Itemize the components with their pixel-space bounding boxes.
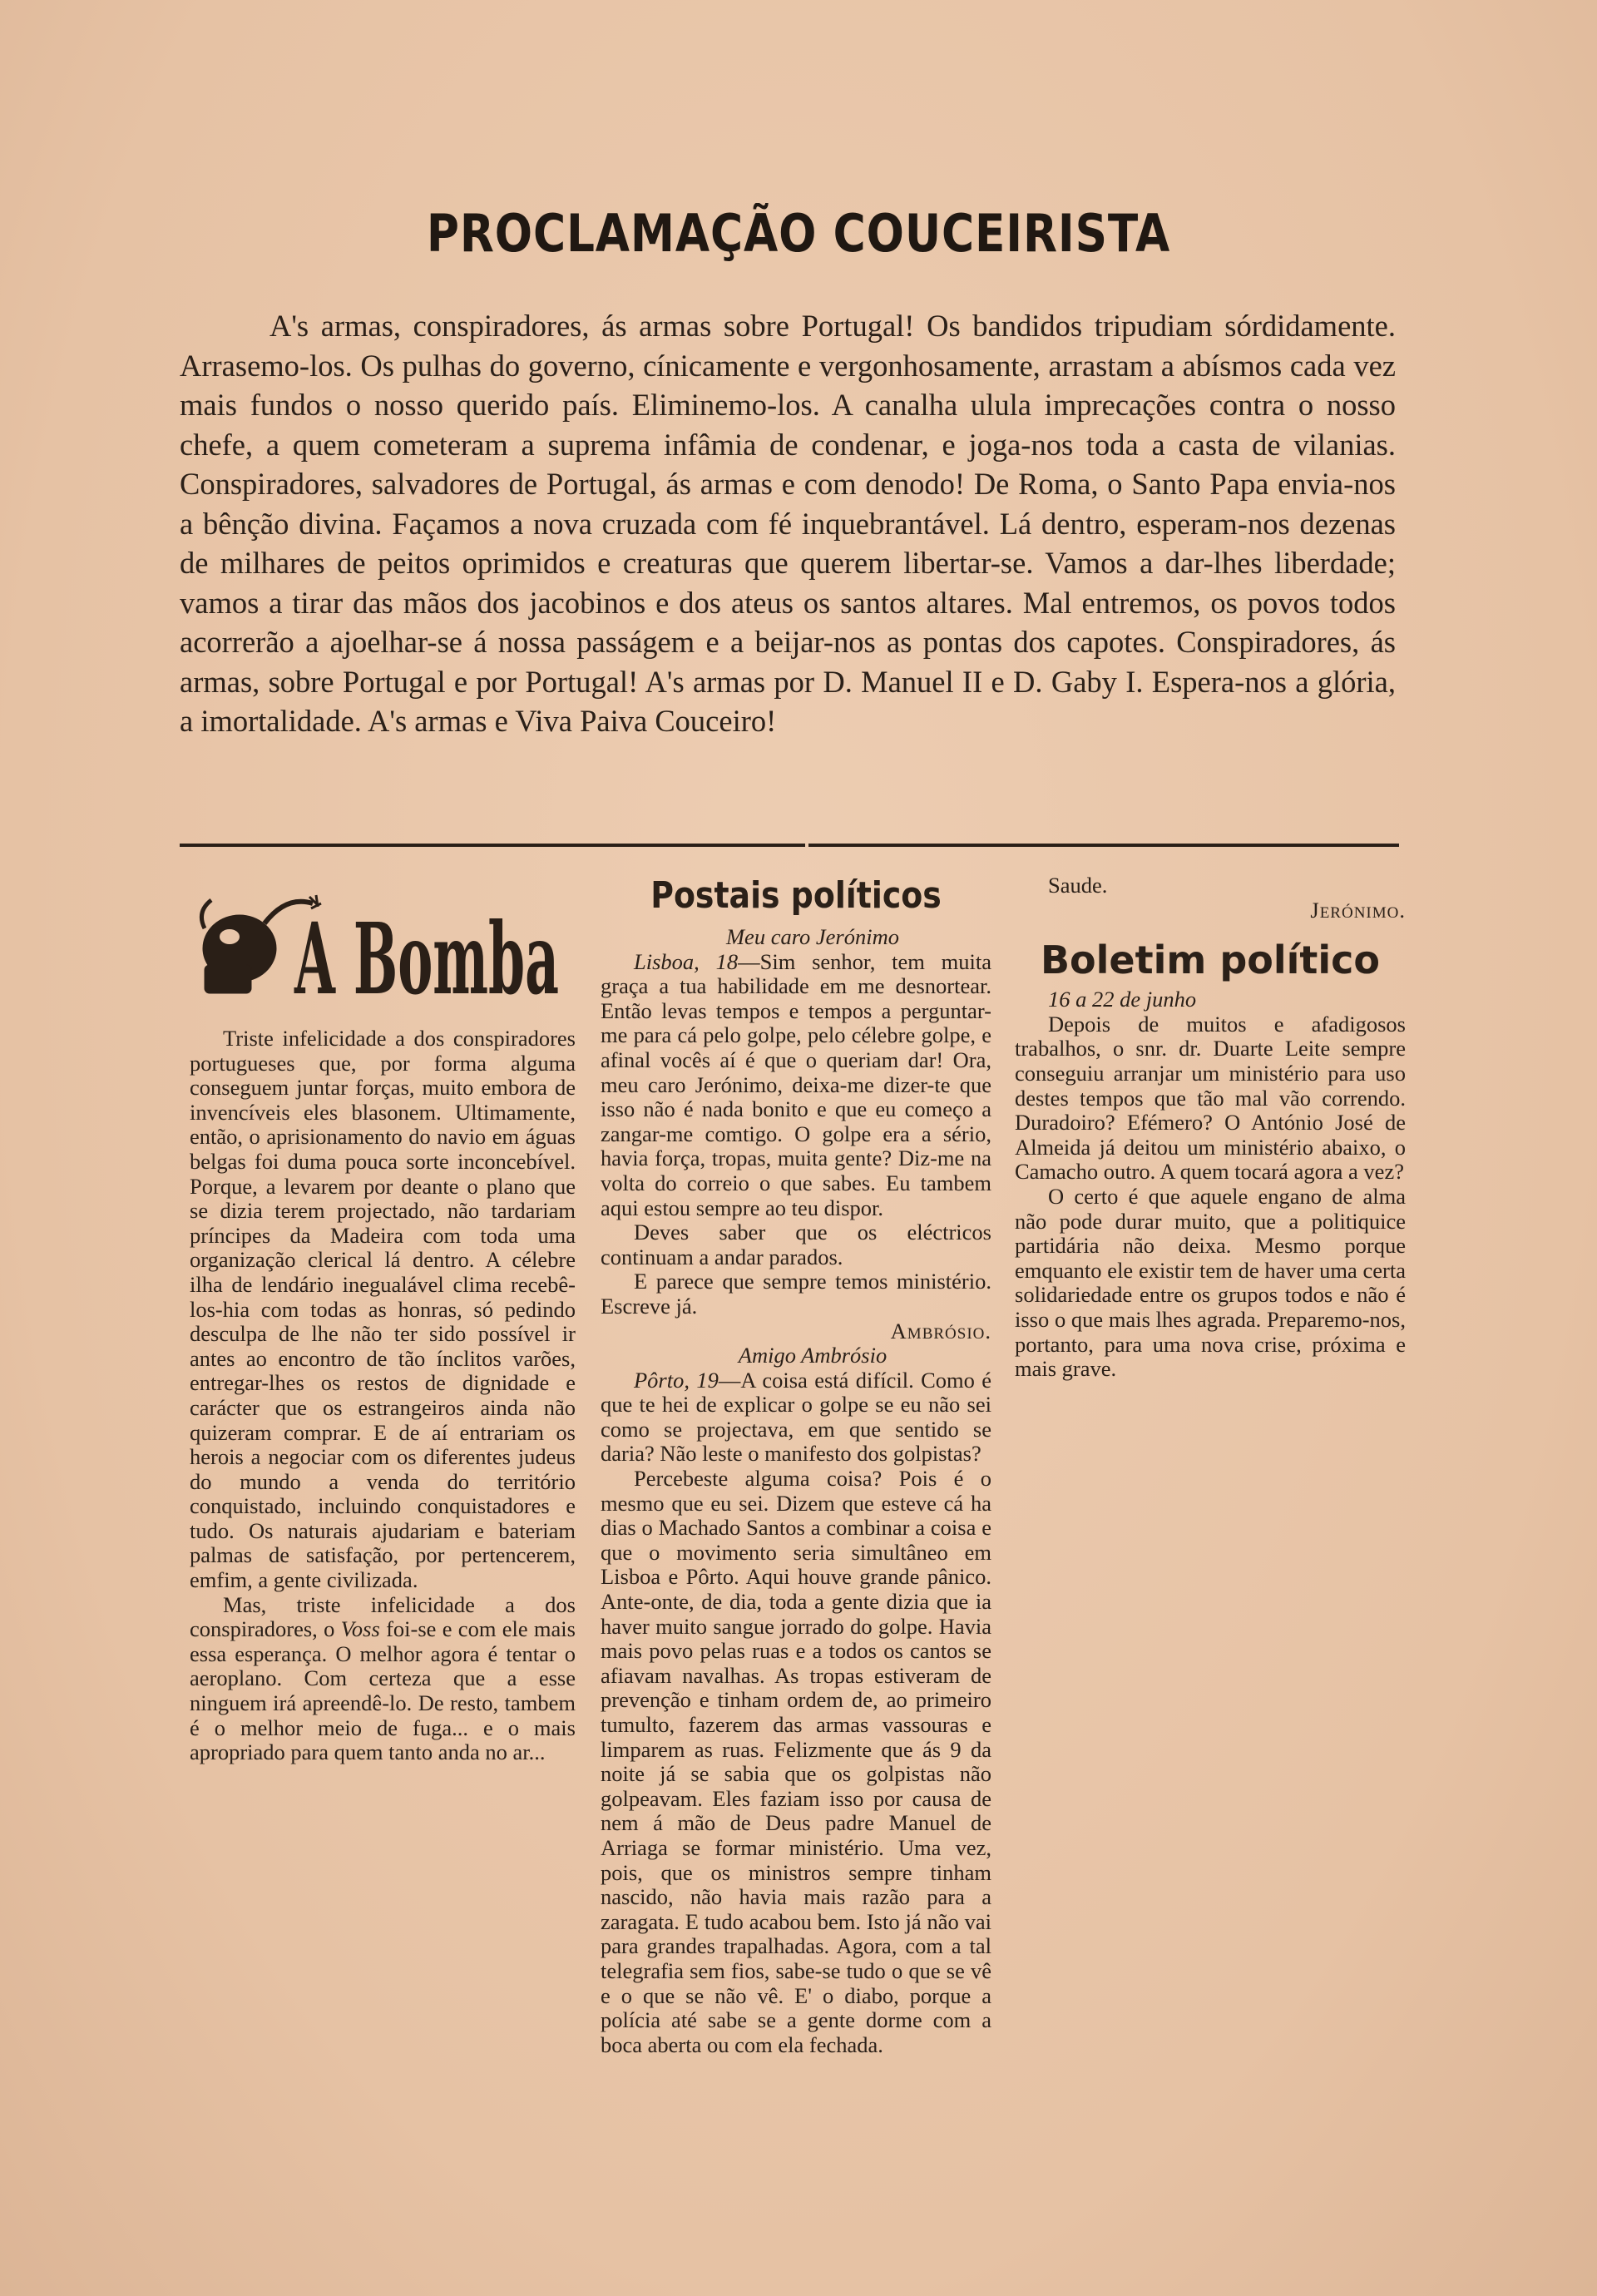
a-bomba-logo-text: A Bomba — [294, 901, 559, 1012]
letter1-body: —Sim senhor, tem muita graça a tua habilidade em me desnortear. Então levas tempos e tempos a perguntar-me para cá pelo golpe, pelo célebre golpe, e afinal vocês aí é que o queriam dar! Ora, meu caro Jerónimo, deixa-me dizer-te que isso não é nada bonito e que eu começo a zangar-me comtigo. O golpe era a sério, havia força, tropas, muita gente? Diz-me na volta do correio o que sabes. Eu tambem aqui estou sempre ao teu dispor. — [601, 948, 991, 1220]
boletim-column — [1015, 873, 1406, 1382]
postais-title: Postais políticos — [650, 874, 942, 917]
letter1-place: Lisboa, 18 — [634, 948, 739, 974]
boletim-title: Boletim político — [1040, 938, 1381, 983]
section-divider-right — [808, 844, 1399, 847]
bomba-paragraph-1: Triste infelicidade a dos conspiradores portugueses que, por forma alguma conseguem juntar forças, muito embora de invencíveis eles blasonem. Ultimamente, então, o aprisionamento do navio em águas belgas foi duma pouca sorte inconcebível. Porque, a levarem por deante o plano que se dizia terem projectado, não tardariam príncipes da Madeira com toda uma organização clerical lá dentro. A célebre ilha de lendário inegualável clima recebê-los-hia com todas as honras, só pedindo desculpa de lhe não ter sido possível ir antes ao encontro de tão ínclitos varões, entregar-lhes os restos de dignidade e carácter que os estrangeiros ainda não quizeram comprar. E de aí entrariam os herois a negociar com os diferentes judeus do mundo a venda do território conquistado, incluindo conquistadores e tudo. Os naturais ajudariam e bateriam palmas de satisfação, por pertencerem, emfim, a gente civilizada. — [190, 1026, 576, 1593]
letter1-paragraph-1 — [601, 950, 991, 1221]
letter2-saude: Saude. — [1048, 873, 1108, 898]
letter2-greeting: Amigo Ambrósio — [738, 1343, 887, 1368]
boletim-dateline: 16 a 22 de junho — [1048, 987, 1197, 1012]
bomba-paragraph-2: Mas, triste infelicidade a dos conspiradores, o Voss foi-se e com ele mais essa esperança. O melhor agora é tentar o aeroplano. Com certeza que a esse ninguem irá apreendê-lo. De resto, tambem é o melhor meio de fuga... e o mais apropriado para quem tanto anda no ar... — [190, 1591, 576, 1765]
letter1-signature: Ambrósio. — [890, 1318, 991, 1343]
page-title: PROCLAMAÇÃO COUCEIRISTA — [426, 203, 1171, 264]
letter1-greeting: Meu caro Jerónimo — [725, 924, 899, 949]
boletim-paragraph-2: O certo é que aquele engano de alma não pode durar muito, que a politiquice partidária não deixa. Mesmo porque emquanto ele existir tem de haver uma certa solidariedade entre os grupos todos e não é isso o que mais lhes agrada. Preparemo-nos, portanto, para uma nova crise, próxima e mais grave. — [1015, 1183, 1406, 1382]
section-divider-left — [180, 844, 805, 847]
letter2-paragraph-2: Percebeste alguma coisa? Pois é o mesmo que eu sei. Dizem que esteve cá ha dias o Machado Santos a combinar a coisa e que o movimento seria simultâneo em Lisboa e Pôrto. Aqui houve grande pânico. Ante-onte, de dia, toda a gente dizia que ia haver muito sangue jorrado do golpe. Havia mais povo pelas ruas e a todos os cantos se afiavam navalhas. As tropas estiveram de prevenção e tinham ordem de, ao primeiro tumulto, fazerem das armas vassouras e limparem as ruas. Felizmente que ás 9 da noite já se sabia que os golpistas não golpeavam. Eles faziam isso por causa de nem á mão de Deus padre Manuel de Arriaga se formar ministério. Uma vez, pois, que os ministros sempre tinham nascido, não havia mais razão para a zaragata. E tudo acabou bem. Isto já não vai para grandes trapalhadas. Agora, com a tal telegrafia sem fios, sabe-se tudo o que se vê e o que se não vê. E' o diabo, porque a polícia até sabe se a gente dorme com a boca aberta ou com ela fechada. — [601, 1466, 991, 2057]
letter2-place: Pôrto, 19 — [634, 1367, 719, 1393]
letter2-signature: Jerónimo. — [1310, 897, 1406, 923]
postais-column — [601, 867, 991, 2057]
a-bomba-logo — [188, 878, 571, 1012]
boletim-paragraph-1: Depois de muitos e afadigosos trabalhos, o snr. dr. Duarte Leite sempre conseguiu arranjar um ministério para uso destes tempos que tão mal vão correndo. Duradoiro? Efémero? O António José de Almeida já deitou um ministério abaixo, o Camacho outro. A quem tocará agora a vez? — [1015, 1011, 1406, 1185]
letter1-paragraph-2: Deves saber que os eléctricos continuam a andar parados. — [601, 1220, 991, 1269]
proclamation-text: A's armas, conspiradores, ás armas sobre Portugal! Os bandidos tripudiam sórdidamente. Arrasemo-los. Os pulhas do governo, cínicamente e vergonhosamente, arrastam a abísmos cada vez mais fundos o nosso querido país. Eliminemo-los. A canalha ulula imprecações contra o nosso chefe, a quem cometeram a suprema infâmia de condenar, e joga-nos toda a casta de vilanias. Conspiradores, salvadores de Portugal, ás armas e com denodo! De Roma, o Santo Papa envia-nos a bênção divina. Façamos a nova cruzada com fé inquebrantável. Lá dentro, esperam-nos dezenas de milhares de peitos oprimidos e creaturas que querem libertar-se. Vamos a dar-lhes liberdade; vamos a tirar das mãos dos jacobinos e dos ateus os santos altares. Mal entremos, os povos todos acorrerão a ajoelhar-se á nossa passágem e a beijar-nos as pontas dos capotes. Conspiradores, ás armas, sobre Portugal e por Portugal! A's armas por D. Manuel II e D. Gaby I. Espera-nos a glória, a imortalidade. A's armas e Viva Paiva Couceiro! — [180, 309, 1396, 738]
letter2-paragraph-1 — [601, 1368, 991, 1467]
letter1-paragraph-3: E parece que sempre temos ministério. Escreve já. — [601, 1269, 991, 1319]
letter2-body: —A coisa está difícil. Como é que te hei de explicar o golpe se eu não sei como se projectava, em que sentido se daria? Não leste o manifesto dos golpistas? — [601, 1367, 991, 1467]
bomba-column — [190, 1027, 576, 1765]
